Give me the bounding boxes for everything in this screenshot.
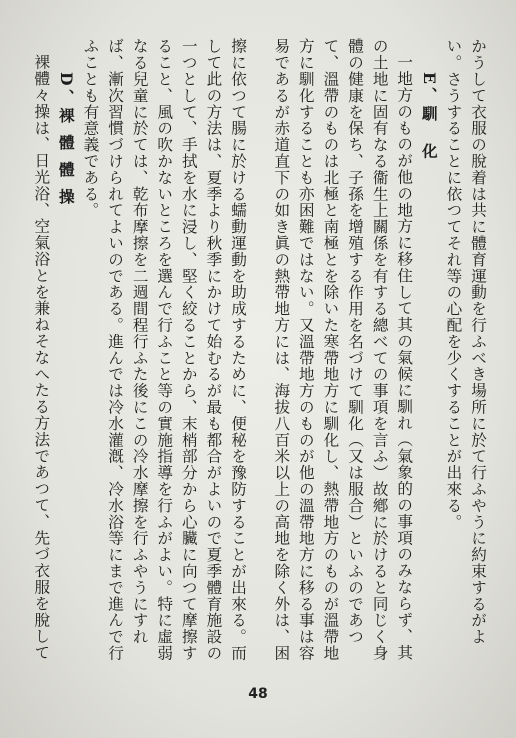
section-heading-e: E、馴 化: [419, 72, 439, 162]
left-text-column: [28, 38, 250, 666]
paragraph: かうして衣服の脫着は共に體育運動を行ふべき場所に於て行ふやうに約束するがよい。さうすることに依つてそれ等の心配を少くすることが出來る。: [444, 38, 487, 645]
paragraph: 一地方のものが他の地方に移住して其の氣候に馴れ（氣象的の事項のみならず、其の土地に固有なる衞生上關係を有する總べての事項を言ふ）故鄕に於けると同じく身體の健康を保ち、子孫を增殖する作用を名づけて馴化（又は服合）といふのであつて、溫帶のものは北極と南極とを除いた寒帶地方に馴化し、熱帶地方のものが溫帶地方に馴化することも亦困難ではない。又溫帶地方のものが他の溫帶地方に移る事は容易であるが赤道直下の如き眞の熱帶地方には、海拔八百米以上の高地を除く外は、困: [272, 38, 414, 662]
paragraph: 擦に依つて腸に於ける蠕動運動を助成するために、便秘を豫防することが出來る。而して此の方法は、夏季より秋季にかけて始むるが最も都合がよいので夏季體育施設の一つとして、手拭を水に浸し、堅く絞ることから、末梢部分から心臟に向つて摩擦すること、風の吹かないところを選んで行ふこと等の實施指導を行ふがよい。特に虛弱なる兒童に於ては、乾布摩擦を二週間程行ふた後にこの冷水摩擦を行ふやうにすれば、漸次習慣づけられてよいのである。進んでは冷水灌漑、冷水浴等にまで進んで行ふことも有意義である。: [81, 38, 247, 662]
right-text-column: [268, 38, 490, 666]
page-number: 48: [248, 686, 268, 702]
section-heading-d: D、裸 體 體 操: [56, 72, 76, 208]
paragraph: 裸體々操は、日光浴、空氣浴とを兼ねそなへたる方法であつて、先づ衣服を脫して: [32, 53, 51, 661]
